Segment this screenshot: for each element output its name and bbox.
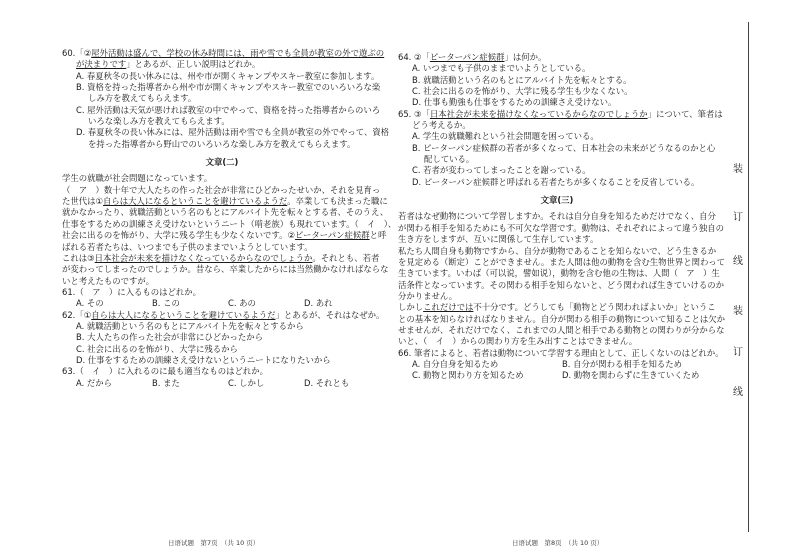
q60-option-d-line2: を持った指導者から野山でのいろいろな楽しみ方を教えてもらえます。 (88, 138, 356, 149)
q63-option-b: B. また (152, 377, 180, 388)
right-page-content (398, 52, 726, 382)
q62-option-c: C. 社会に出るのを怖がり、大学に残るから (76, 343, 238, 354)
q65-stem-suffix: 」について、筆者は (647, 108, 723, 119)
passage-2-text: と呼 (369, 230, 387, 241)
passage-2-line: 就かなかったり、就職活動という名のもとにアルバイト先を転々とする者、そのうえ、 (62, 207, 389, 218)
q62-option-a: A. 就職活動という名のもとにアルバイト先を転々とするから (76, 320, 304, 331)
passage-3-line: 活条件となっています。その関わる相手を知らないと、どう関われば生きていけるのか (398, 279, 724, 290)
q60-quote-line2: が決まりです (76, 59, 127, 70)
left-page-content (62, 48, 397, 389)
q65-option-d: D. ピーターパン症候群と呼ばれる若者たちが多くなることを反省している。 (412, 176, 700, 187)
binding-mark: 线 (733, 256, 743, 267)
q63-stem: 63.（ イ ）に入れるのに最も適当なものはどれか。 (62, 366, 268, 377)
q60-option-a: A. 春夏秋冬の長い休みには、州や市が開くキャンプやスキー教室に参加します。 (76, 70, 380, 81)
binding-mark: 装 (733, 164, 743, 175)
q62-option-d: D. 仕事をするための訓練さえ受けないというニートになりたいから (76, 354, 331, 365)
q60-stem-suffix: 」とあるが、正しい説明はどれか。 (126, 59, 261, 70)
q64-option-a: A. いつまでも子供のままでいようとしている。 (412, 63, 591, 74)
q60-option-b-line2: しみ方を教えてもらえます。 (88, 93, 197, 104)
q65-stem-line2: どう考えるか。 (412, 120, 471, 131)
underline-phrase-kore: これだけでは (423, 302, 474, 313)
passage-3 (398, 211, 726, 347)
question-60 (62, 48, 390, 150)
passage-3-line: いと、（ イ ）からの関わり方を生み出すことはできません。 (398, 336, 638, 347)
question-65 (398, 108, 723, 188)
passage-2-text: 。卒業しても決まった職に (287, 196, 388, 207)
passage-2-text: た世代は① (62, 196, 104, 207)
q61-option-c: C. あの (228, 298, 256, 309)
question-64 (398, 52, 716, 109)
q65-option-b-line2: 配している。 (424, 154, 475, 165)
q65-quote: 日本社会が未来を描けなくなっているからなのでしょうか (429, 108, 648, 119)
q62-stem-suffix: 」とあるが、それはなぜか。 (275, 309, 385, 320)
q65-option-b-line1: B. ピーターパン症候群の若者が多くなって、日本社会の未来がどうなるのかと心 (412, 142, 716, 153)
binding-mark: 订 (733, 212, 743, 223)
passage-3-line: を見定める（断定）ことができません。また人間は他の動物を含む生物世界と関わって (398, 256, 726, 267)
passage-2-line: （ ア ）数十年で大人たちの作った社会が非常にひどかったせいか、それを見育っ (62, 184, 381, 195)
q60-quote-line1: 屋外活動は盛んで、学校の休み時間には、雨や雪でも全員が教室の外で遊ぶの (91, 48, 385, 58)
passage-2-text: 。それとも、若者 (312, 252, 380, 263)
passage-3-line: 生きています。いわば（可以说，譬如说），動物を含む他の生物は、人間（ ア ）生 (398, 268, 720, 279)
q60-option-c-line1: C. 屋外活動は天気が悪ければ教室の中でやって、資格を持った指導者からのいろ (76, 104, 381, 115)
q64-option-b: B. 就職活動という名のもとにアルバイト先を転々とする。 (412, 74, 632, 85)
q62-option-b: B. 大人たちの作った社会が非常にひどかったから (76, 332, 263, 343)
q66-option-a: A. 自分自身を知るため (412, 358, 499, 369)
passage-2-text: 社会に出るのを怖がり、大学に残る学生も少なくないです。② (62, 230, 295, 241)
passage-3-title: 文章(三) (540, 195, 574, 206)
q64-option-c: C. 社会に出るのを怖がり、大学に残る学生も少なくない。 (412, 86, 633, 97)
q60-option-d-line1: D. 春夏秋冬の長い休みには、屋外活動は雨や雪でも全員が教室の外でやって、資格 (76, 127, 390, 138)
q62-quote: 自らは大人になるということを避けているようだ (91, 309, 276, 320)
underline-phrase-2: ピーターパン症候群 (294, 230, 370, 241)
passage-3-line: 若者はなぜ動物について学習しますか。それは自分自身を知るためだけでなく、自分 (398, 211, 716, 222)
q65-option-a: A. 学生の就職難れという社会問題を困っている。 (412, 131, 599, 142)
q61-option-a: A. その (76, 298, 104, 309)
passage-2 (62, 173, 397, 286)
q60-stem-prefix: 60.「② (62, 48, 92, 58)
passage-3-line: 私たち人間自身も動物ですから、自分が動物であることを知らないで、どう生きるか (398, 245, 717, 256)
q64-option-d: D. 仕事も勤強も仕事をするための訓練さえ受けない。 (412, 97, 617, 108)
passage-2-line: ばれる若者たちは、いつまでも子供のままでいようとしています。 (62, 241, 313, 252)
passage-2-line: 仕事をするための訓練さえ受けないというニート（啃老族）も現れています。（ イ ）、 (62, 218, 397, 229)
passage-2-text: これは③ (62, 252, 95, 263)
question-63 (62, 366, 382, 389)
q66-option-b: B. 自分が関わる相手を知るため (562, 358, 682, 369)
q66-stem: 66. 筆者によると、若者は動物について学習する理由として、正しくないのはどれか。 (398, 347, 724, 358)
q63-option-d: D. それとも (304, 377, 350, 388)
passage-3-text: しかし (398, 302, 424, 313)
q66-option-c: C. 動物と関わり方を知るため (412, 370, 524, 381)
q63-option-a: A. だから (76, 377, 113, 388)
q60-option-b-line1: B. 資格を持った指導者から州や市が開くキャンプやスキー教室でのいろいろな楽 (76, 82, 381, 93)
question-62 (62, 309, 385, 367)
page-footer-left: 日语试题 第7页 （共 10 页） (168, 539, 260, 547)
passage-3-line: せませんが、それだけでなく、これまでの人間と相手である動物との関わりが分からな (398, 324, 725, 335)
question-66 (398, 347, 724, 382)
question-61 (62, 287, 382, 310)
passage-3-line: 分かりません。 (398, 290, 458, 301)
passage-3-line: との基本を知らなければなりません。自分が関わる相手の動物について知ることは欠か (398, 313, 725, 324)
q64-stem-prefix: 64. ②「 (398, 52, 430, 62)
binding-mark: 线 (733, 387, 743, 398)
underline-phrase-1: 自らは大人になるということを避けているようだ (103, 196, 288, 207)
passage-3-text: 不十分です。どうしても「動物とどう関わればよいか」というこ (473, 302, 716, 313)
q64-stem-suffix: 」は何か。 (504, 52, 547, 62)
passage-2-line: が変わってしまったのでしょうか。昔なら、卒業したからには当然働かなければならな (62, 264, 389, 275)
q66-option-d: D. 動物を関わらずに生きていくため (562, 370, 700, 381)
passage-2-line: 学生の就職が社会問題になっています。 (62, 173, 213, 184)
passage-3-line: が関わる相手を知るためにも不可欠な学習です。動物は、それぞれによって違う独自の (398, 222, 724, 233)
q65-stem-prefix: 65. ③「 (398, 108, 430, 119)
q61-stem: 61.（ ア ）に入るものはどれか。 (62, 286, 201, 297)
binding-line (748, 22, 749, 532)
q62-stem-prefix: 62.「① (62, 309, 92, 320)
passage-2-title: 文章(二) (205, 157, 239, 168)
underline-phrase-3: 日本社会が未来を描けなくなっているからなのでしょうか (94, 252, 313, 263)
q60-option-c-line2: いろな楽しみ方を教えてもらえます。 (88, 116, 230, 127)
q61-option-b: B. この (152, 298, 180, 309)
binding-mark: 装 (733, 306, 743, 317)
passage-3-line: 生き方をしますが、互いに関係して生存しています。 (398, 234, 599, 245)
binding-mark: 订 (733, 347, 743, 358)
passage-2-line: いと考えたものですが。 (62, 275, 155, 286)
q61-option-d: D. あれ (304, 298, 333, 309)
page-footer-right: 日语试题 第8页 （共 10 页） (512, 539, 604, 547)
q64-quote: ピーターパン症候群 (429, 52, 505, 62)
q65-option-c: C. 若者が変わってしまったことを謝っている。 (412, 165, 591, 176)
q63-option-c: C. しかし (228, 377, 265, 388)
